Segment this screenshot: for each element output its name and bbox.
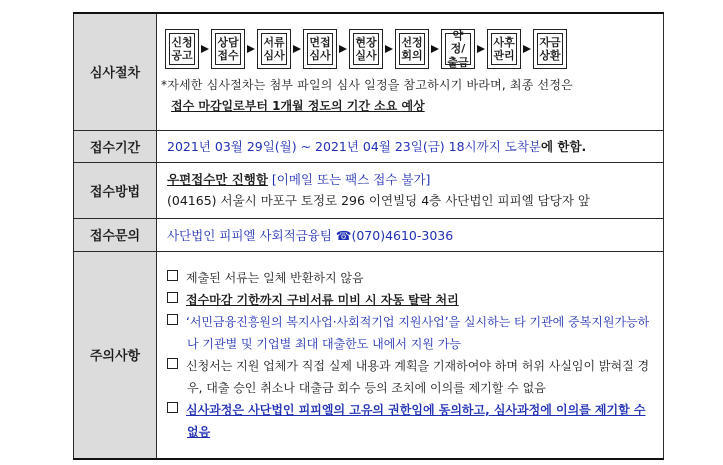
step-label: 서류 심사: [261, 33, 287, 65]
arrow-right-icon: [199, 45, 211, 53]
process-cell: [157, 13, 664, 130]
checkbox-icon: [167, 358, 178, 369]
step-box: [211, 29, 245, 69]
notes-item: [167, 289, 653, 311]
step-label: 상담 접수: [215, 33, 241, 65]
process-flow: [157, 23, 663, 69]
step-label: 선정 회의: [399, 33, 425, 65]
method-postal-only: 우편접수만 진행함: [167, 172, 268, 187]
notes-item: [167, 399, 653, 443]
notes-item: [167, 355, 653, 399]
checkbox-icon: [167, 270, 178, 281]
step-box: [303, 29, 337, 69]
application-info-table: [73, 12, 664, 460]
step-box: [257, 29, 291, 69]
inquiry-label: 접수문의: [74, 218, 157, 251]
notes-item-text: 신청서는 지원 업체가 직접 실제 내용과 계획을 기재하여야 하며 허위 사실임이 밝혀질 경우, 대출 승인 취소나 대출금 회수 등의 조치에 이의를 제기할 수 없음: [186, 358, 650, 395]
arrow-right-icon: [383, 45, 395, 53]
step-label: 약정/ 출금: [445, 33, 471, 65]
step-box: [349, 29, 383, 69]
notes-item-text: ‘서민금융진흥원의 복지사업·사회적기업 지원사업’을 실시하는 타 기관에 중복지원가능하나 기관별 및 기업별 최대 대출한도 내에서 지원 가능: [186, 314, 650, 351]
process-note: *자세한 심사절차는 첨부 파일의 심사 일정을 참고하시기 바라며, 최종 선정은: [161, 78, 573, 93]
step-label: 자금 상환: [537, 33, 563, 65]
method-address: (04165) 서울시 마포구 토정로 296 이연빌딩 4층 사단법인 피피엘 담당자 앞: [167, 193, 590, 208]
notes-item: [167, 311, 653, 355]
arrow-right-icon: [429, 45, 441, 53]
step-label: 현장 실사: [353, 33, 379, 65]
checkbox-icon: [167, 314, 178, 325]
step-label: 사후 관리: [491, 33, 517, 65]
method-no-email-fax: [이메일 또는 팩스 접수 불가]: [267, 172, 431, 187]
method-cell: [157, 162, 664, 218]
period-label: 접수기간: [74, 130, 157, 162]
period-cell: [157, 130, 664, 162]
notes-item-text: 심사과정은 사단법인 피피엘의 고유의 권한임에 동의하고, 심사과정에 이의를 제기할 수 없음: [186, 402, 646, 439]
process-label: 심사절차: [74, 13, 157, 130]
arrow-right-icon: [521, 45, 533, 53]
step-label: 신청 공고: [169, 33, 195, 65]
period-suffix: 에 한함.: [540, 139, 587, 154]
arrow-right-icon: [475, 45, 487, 53]
process-note-emphasis: 접수 마감일로부터 1개월 정도의 기간 소요 예상: [171, 99, 425, 114]
checkbox-icon: [167, 292, 178, 303]
step-box: [487, 29, 521, 69]
notes-item-text: 접수마감 기한까지 구비서류 미비 시 자동 탈락 처리: [186, 292, 459, 307]
notes-label: 주의사항: [74, 251, 157, 459]
period-text: 2021년 03월 29일(월) ~ 2021년 04월 23일(금) 18시까지 도착분: [167, 139, 541, 154]
inquiry-contact: 사단법인 피피엘 사회적금융팀 ☎(070)4610-3036: [157, 218, 664, 251]
step-box: [165, 29, 199, 69]
arrow-right-icon: [337, 45, 349, 53]
step-box: [533, 29, 567, 69]
checkbox-icon: [167, 402, 178, 413]
notes-item: [167, 267, 653, 289]
step-label: 면접 심사: [307, 33, 333, 65]
step-box: [441, 29, 475, 69]
step-box: [395, 29, 429, 69]
notes-cell: [157, 251, 664, 459]
method-label: 접수방법: [74, 162, 157, 218]
arrow-right-icon: [245, 45, 257, 53]
notes-item-text: 제출된 서류는 일체 반환하지 않음: [186, 270, 364, 285]
arrow-right-icon: [291, 45, 303, 53]
